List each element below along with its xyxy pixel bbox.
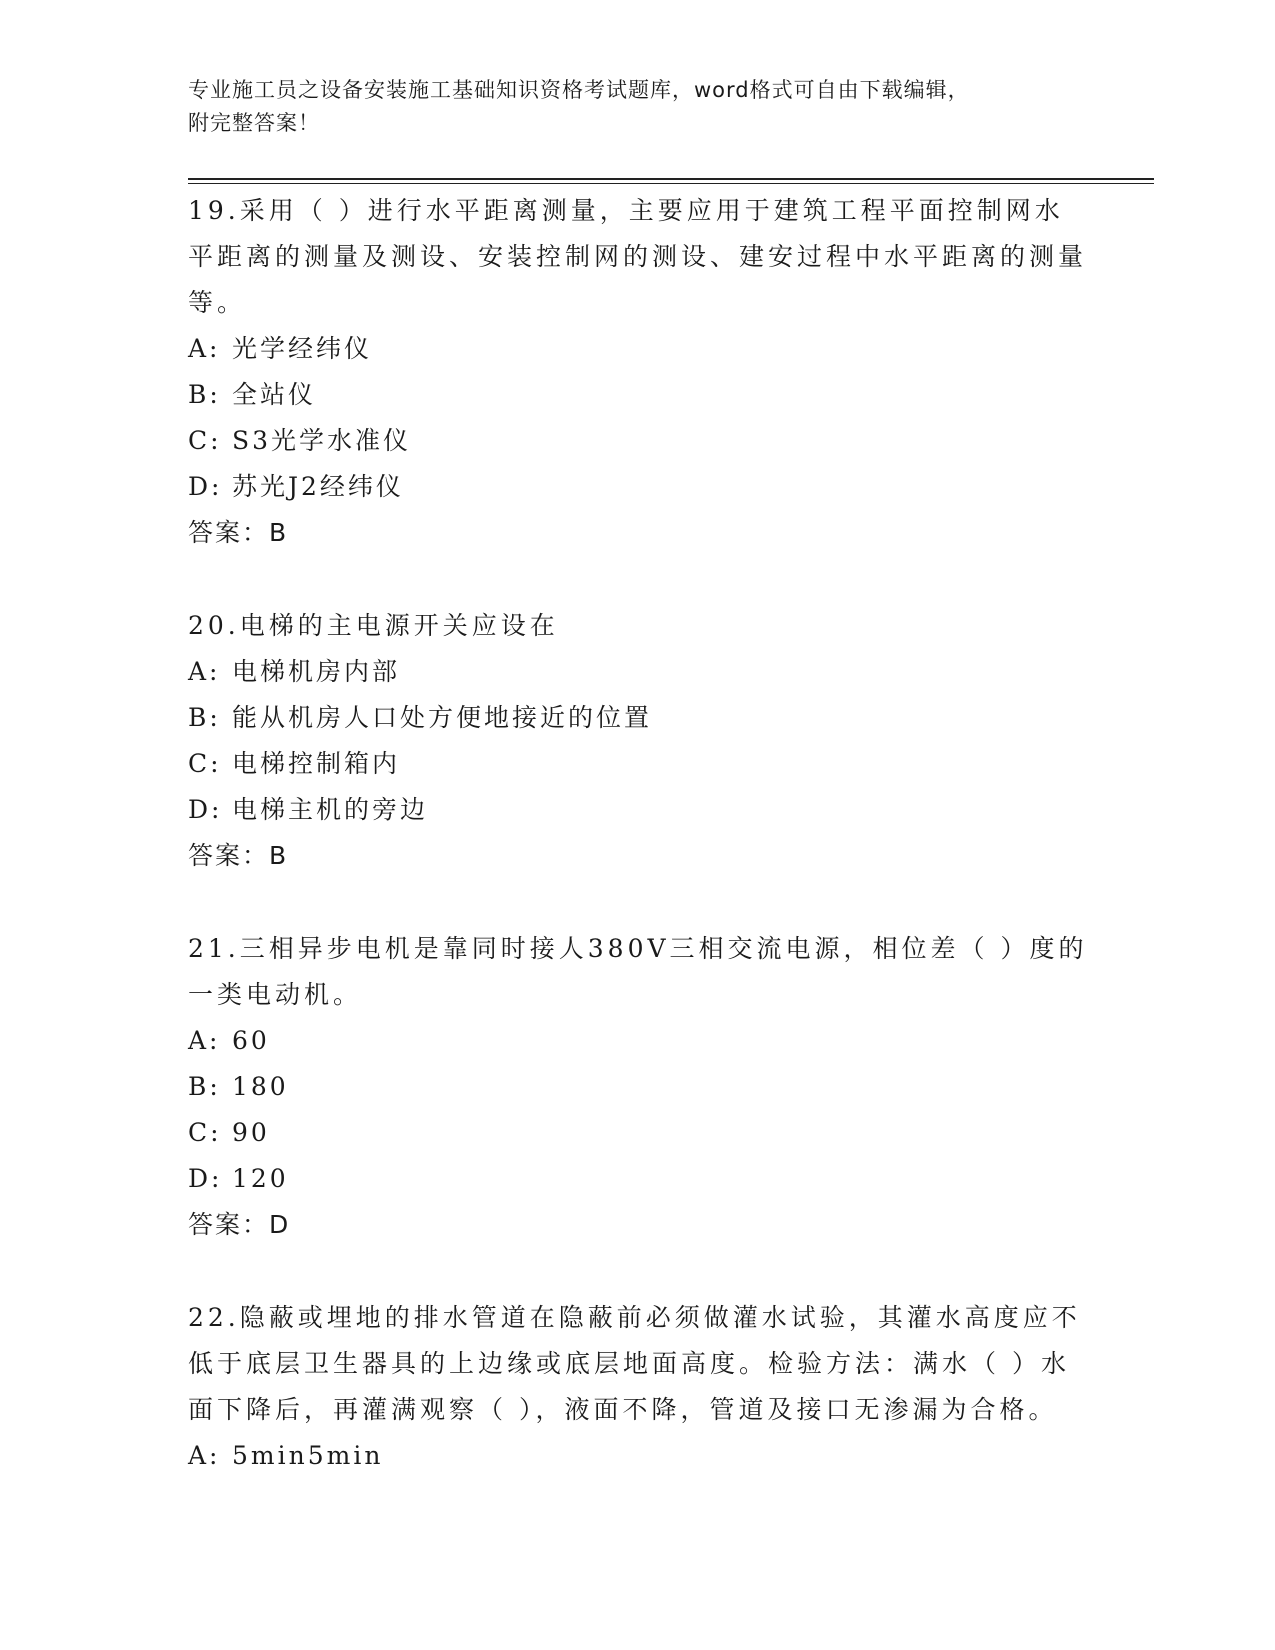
option-d (188, 1156, 1088, 1202)
option-key: B: (188, 1072, 221, 1101)
option-key: C: (188, 749, 222, 778)
header-divider-thin (188, 183, 1154, 184)
header-line-1: 专业施工员之设备安装施工基础知识资格考试题库，word格式可自由下载编辑， (188, 78, 970, 102)
option-a (188, 1433, 1088, 1479)
option-c (188, 741, 1088, 787)
option-c (188, 418, 1088, 464)
option-key: D: (188, 472, 223, 501)
question-list (188, 188, 1088, 1526)
option-d (188, 787, 1088, 833)
option-text: 90 (232, 1118, 270, 1147)
option-a (188, 326, 1088, 372)
option-text: 120 (232, 1164, 289, 1193)
option-text: 60 (232, 1026, 270, 1055)
option-text: 苏光J2经纬仪 (232, 472, 404, 501)
option-key: B: (188, 380, 221, 409)
option-text: 全站仪 (232, 380, 317, 409)
option-key: D: (188, 795, 223, 824)
question-20 (188, 603, 1088, 879)
option-a (188, 649, 1088, 695)
option-text: 电梯机房内部 (232, 657, 401, 686)
question-text: 21.三相异步电机是靠同时接人380V三相交流电源，相位差（ ）度的一类电动机。 (188, 934, 1088, 1009)
option-b (188, 1064, 1088, 1110)
option-key: A: (188, 1441, 221, 1470)
option-key: C: (188, 1118, 222, 1147)
option-text: 180 (232, 1072, 289, 1101)
header-divider-thick (188, 178, 1154, 180)
option-b (188, 372, 1088, 418)
question-21 (188, 926, 1088, 1248)
option-key: A: (188, 657, 221, 686)
option-key: C: (188, 426, 222, 455)
header-line-2: 附完整答案！ (188, 111, 320, 135)
option-key: B: (188, 703, 221, 732)
option-key: D: (188, 1164, 223, 1193)
option-b (188, 695, 1088, 741)
option-text: 电梯主机的旁边 (232, 795, 429, 824)
document-header (188, 74, 1088, 140)
option-text: 5min5min (232, 1441, 384, 1470)
option-key: A: (188, 334, 221, 363)
question-22 (188, 1295, 1088, 1479)
option-key: A: (188, 1026, 221, 1055)
option-a (188, 1018, 1088, 1064)
answer-line: 答案：D (188, 1210, 291, 1239)
question-19 (188, 188, 1088, 556)
answer-line: 答案：B (188, 841, 289, 870)
question-text: 22.隐蔽或埋地的排水管道在隐蔽前必须做灌水试验，其灌水高度应不低于底层卫生器具的上边缘或底层地面高度。检验方法：满水（ ）水面下降后，再灌满观察（ ），液面不降，管道及接口无渗漏为合格。 (188, 1303, 1081, 1424)
option-text: 能从机房人口处方便地接近的位置 (232, 703, 653, 732)
answer-line: 答案：B (188, 518, 289, 547)
option-text: S3光学水准仪 (232, 426, 412, 455)
question-text: 19.采用（ ）进行水平距离测量，主要应用于建筑工程平面控制网水平距离的测量及测设、安装控制网的测设、建安过程中水平距离的测量等。 (188, 196, 1088, 317)
option-c (188, 1110, 1088, 1156)
option-d (188, 464, 1088, 510)
question-text: 20.电梯的主电源开关应设在 (188, 611, 559, 640)
option-text: 光学经纬仪 (232, 334, 373, 363)
option-text: 电梯控制箱内 (232, 749, 401, 778)
